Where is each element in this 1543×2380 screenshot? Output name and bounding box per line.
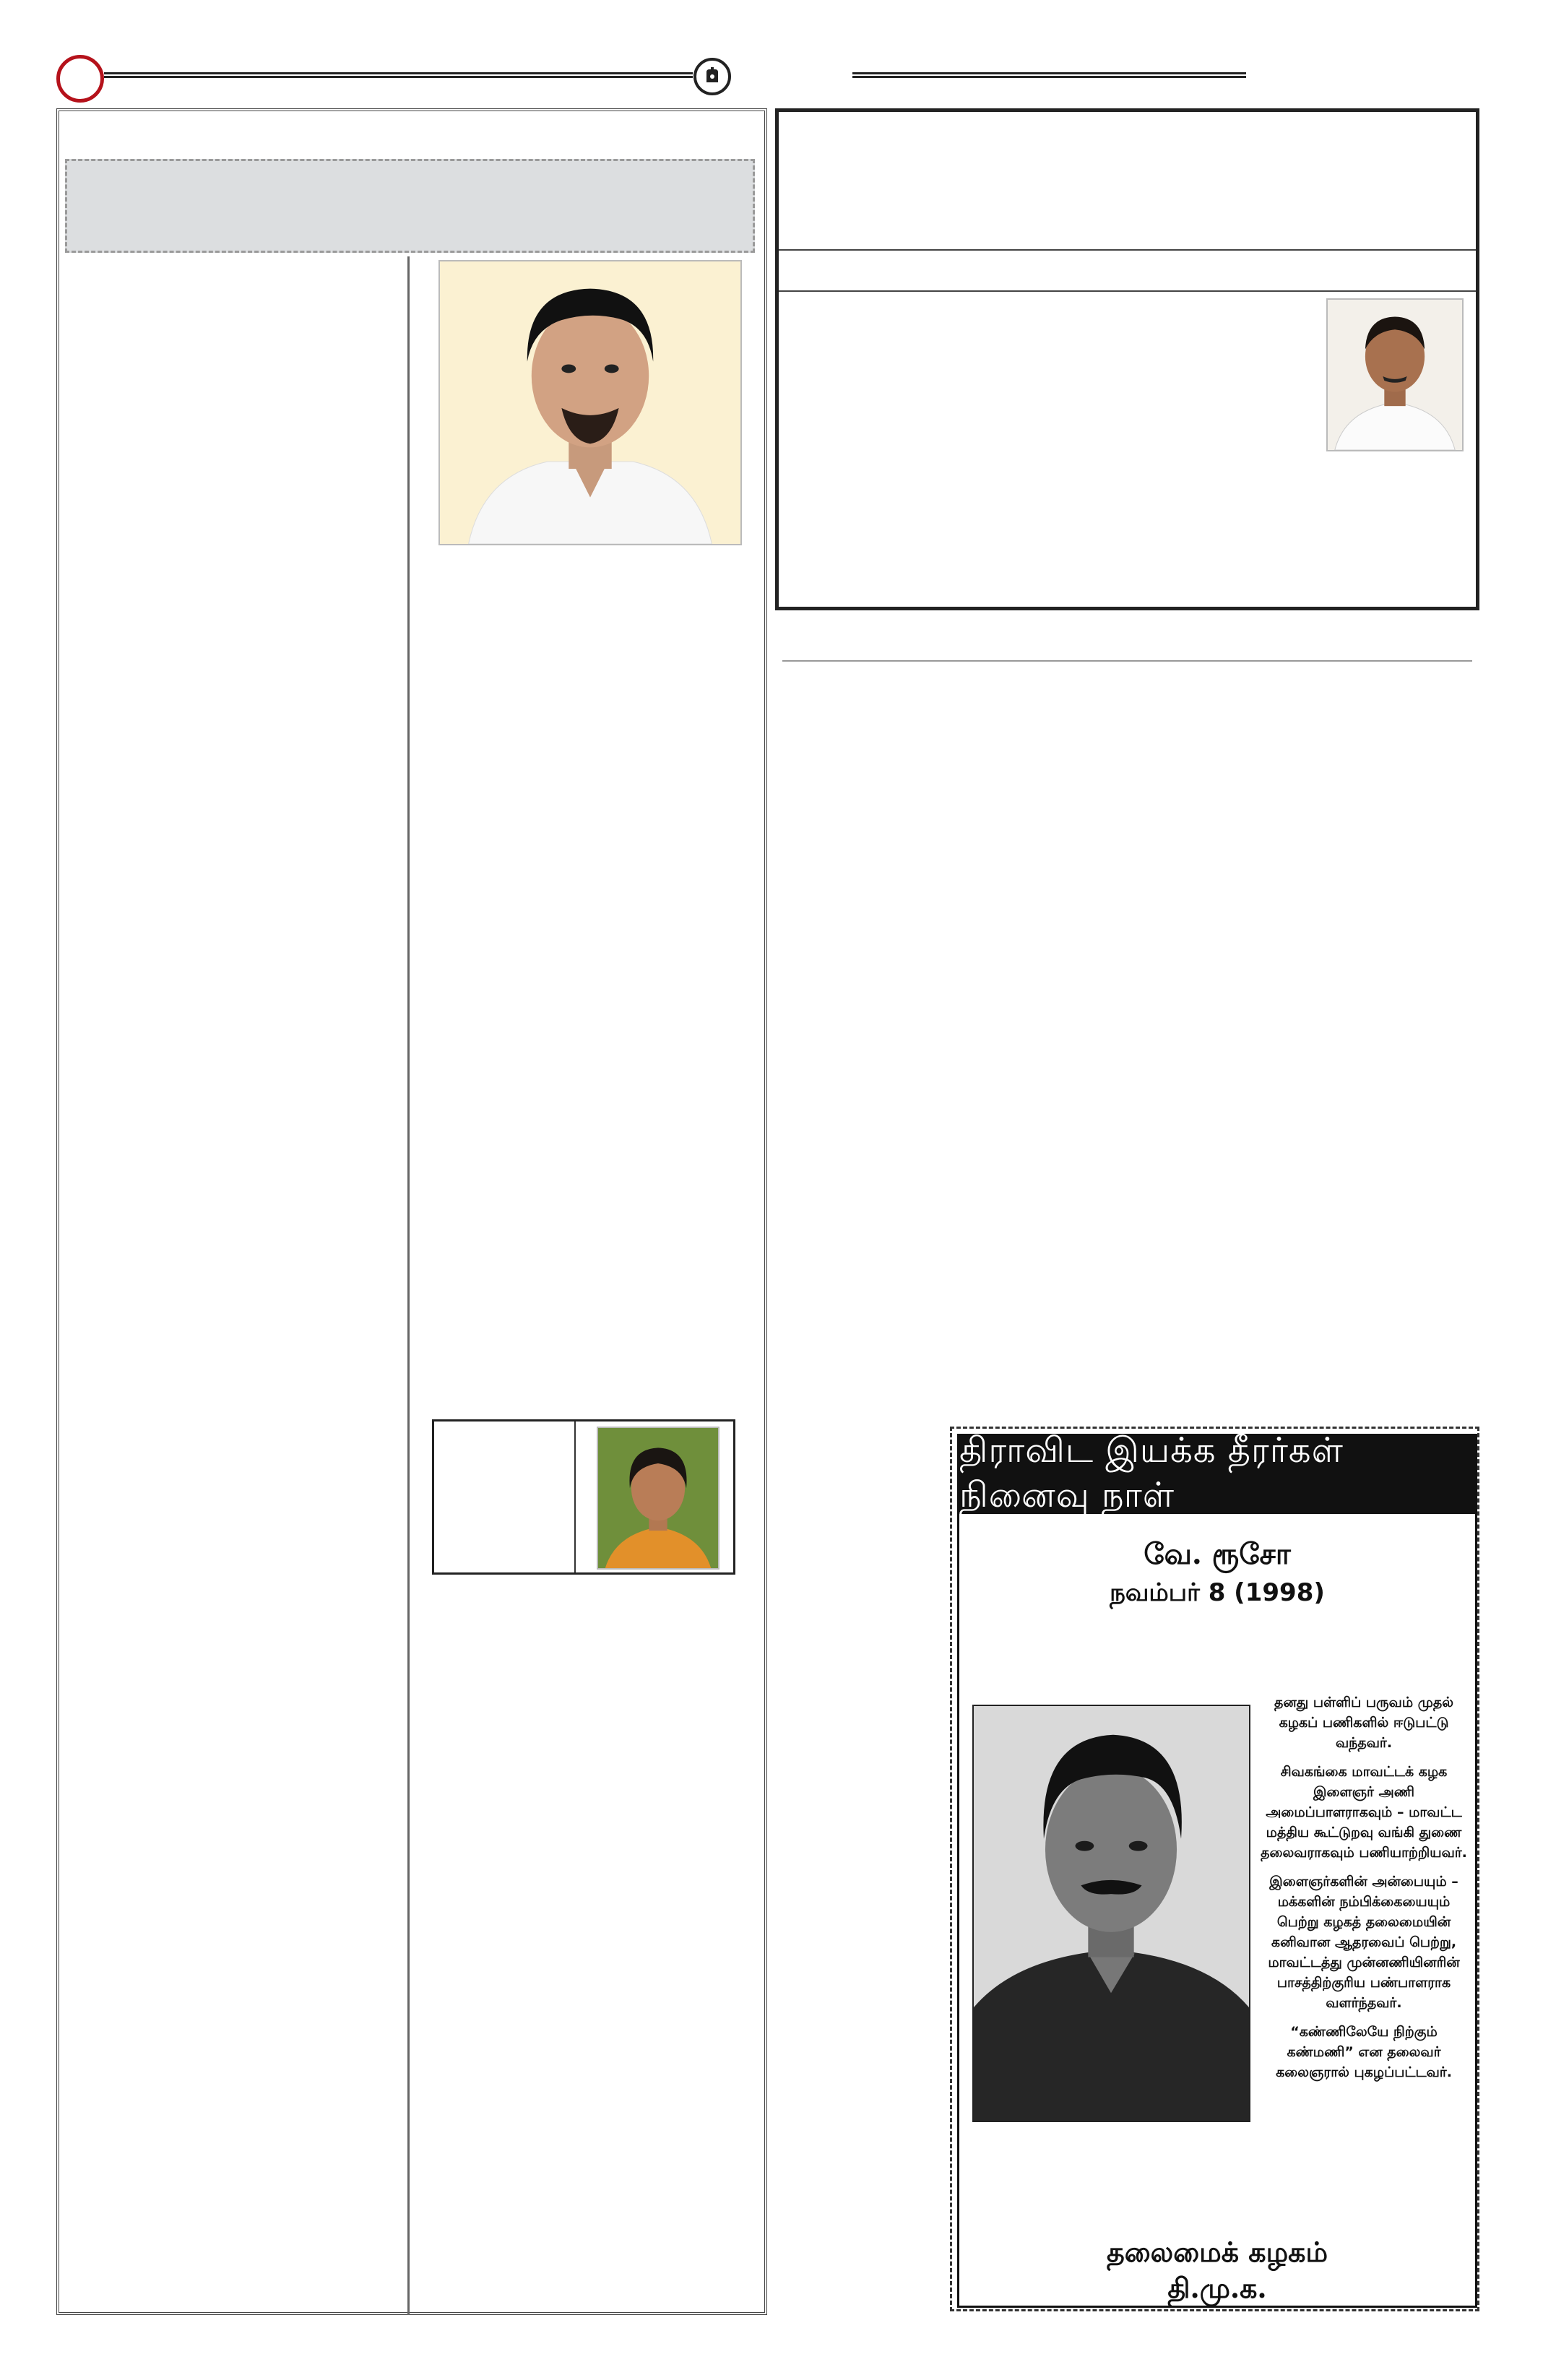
memorial-bio-paragraph: தனது பள்ளிப் பருவம் முதல் கழகப் பணிகளில் ஈடுபட்டு வந்தவர்.: [1274, 1695, 1453, 1751]
memorial-bio-paragraph: இளைஞர்களின் அன்பையும் – மக்களின் நம்பிக்கையையும் பெற்று கழகத் தலைமையின் கனிவான ஆதரவைப் பெற்று, மாவட்டத்து முன்னணியினரின் பாசத்திற்குரிய பண்பாளராக வளர்ந்தவர்.: [1268, 1874, 1460, 2011]
memorial-footer-org: தலைமைக் கழகம்: [1106, 2236, 1328, 2268]
header-rule-right: [852, 72, 1246, 78]
header-rule-left: [104, 72, 693, 78]
portrait-photo-large: [438, 260, 742, 545]
party-emblem-icon: [693, 58, 731, 95]
memorial-person-name: வே. ரூசோ: [1144, 1537, 1291, 1571]
section-rule: [782, 660, 1472, 662]
portrait-photo-right-man: [1326, 298, 1464, 451]
memorial-footer-party: தி.மு.க.: [1167, 2272, 1267, 2304]
headline-box: [65, 159, 755, 253]
inset-box-divider: [574, 1421, 576, 1572]
right-panel-rule-1: [779, 249, 1476, 251]
header-circle-logo: [56, 55, 104, 103]
right-panel-rule-2: [779, 290, 1476, 292]
column-divider: [407, 256, 410, 2315]
portrait-photo-small-woman: [597, 1427, 719, 1570]
memorial-photo: [972, 1705, 1250, 2122]
memorial-date: நவம்பர் 8 (1998): [1110, 1578, 1325, 1607]
memorial-bio-paragraph: சிவகங்கை மாவட்டக் கழக இளைஞர் அணி அமைப்பாளராகவும் – மாவட்ட மத்திய கூட்டுறவு வங்கி துணை தலைவராகவும் பணியாற்றியவர்.: [1261, 1764, 1467, 1861]
memorial-bio-paragraph: “கண்ணிலேயே நிற்கும் கண்மணி” என தலைவர் கலைஞரால் புகழப்பட்டவர்.: [1276, 2024, 1452, 2080]
memorial-bio-text: [1255, 1692, 1472, 2091]
memorial-banner: திராவிட இயக்க தீரர்கள் நினைவு நாள்: [959, 1436, 1475, 1514]
